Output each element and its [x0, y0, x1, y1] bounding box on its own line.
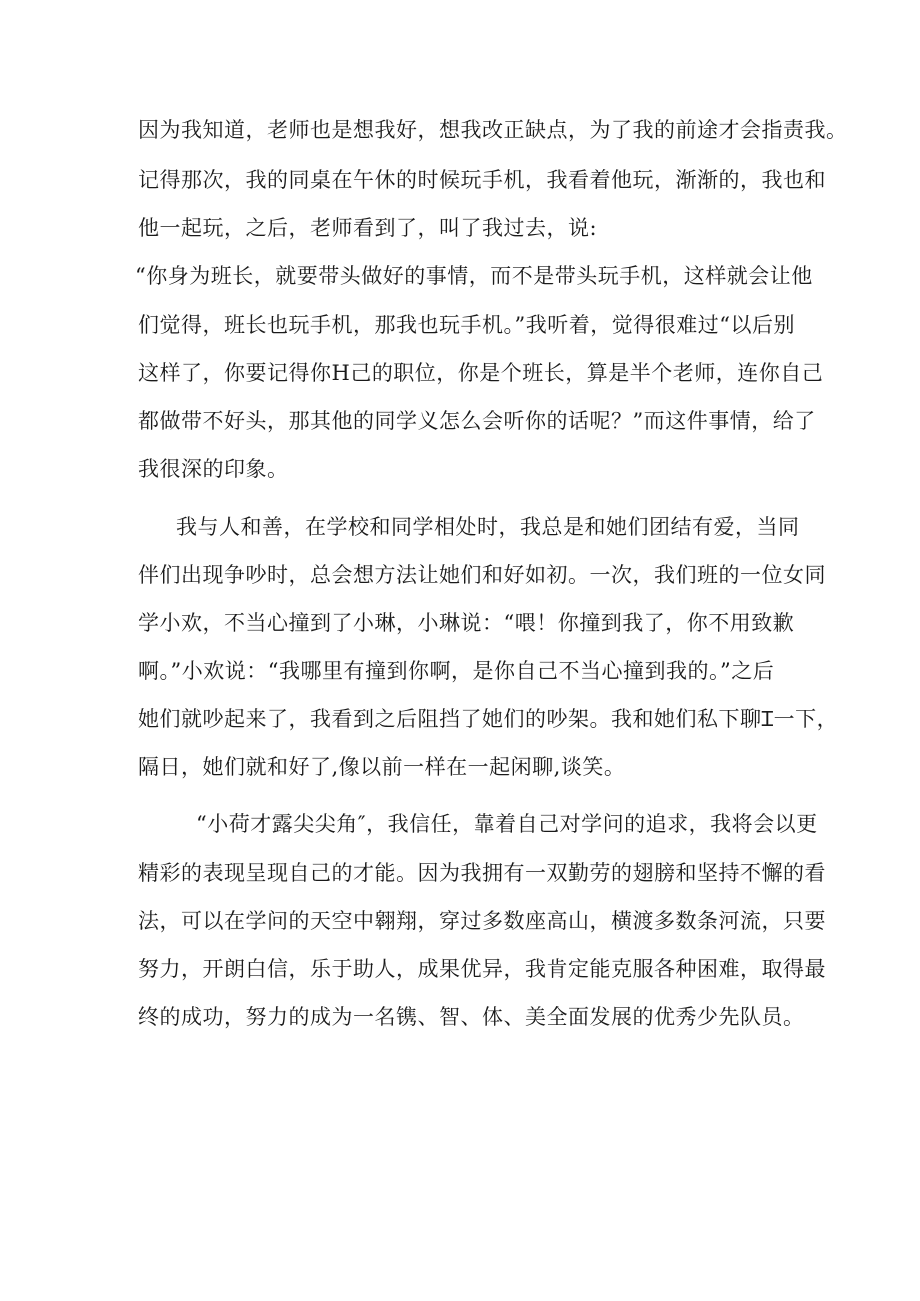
text-line: 都做带不好头，那其他的同学义怎么会听你的话呢？”而这件事情，给了 [138, 409, 816, 433]
text-line: “小荷才露尖尖角″，我信任，靠着自己对学问的追求，我将会以更 [196, 812, 818, 836]
text-line: 努力，开朗白信，乐于助人，成果优异，我肯定能克服各种困难，取得最 [138, 957, 826, 981]
text-line: 们觉得，班长也玩手机，那我也玩手机。”我听着，觉得很难过“以后别 [138, 313, 795, 337]
text-line: 终的成功，努力的成为一名镌、智、体、美全面发展的优秀少先队员。 [138, 1005, 805, 1029]
text-line: 学小欢，不当心撞到了小琳，小琳说：“喂！你撞到我了，你不用致歉 [138, 611, 795, 635]
text-line: “你身为班长，就要带头做好的事情，而不是带头玩手机，这样就会让他 [135, 264, 813, 288]
text-line: 我与人和善，在学校和同学相处时，我总是和她们团结有爱，当同 [176, 515, 800, 539]
text-line: 她们就吵起来了，我看到之后阻挡了她们的吵架。我和她们私下聊Ɪ一下， [138, 707, 839, 731]
text-line: 隔日，她们就和好了,像以前一样在一起闲聊,谈笑。 [138, 755, 626, 779]
text-line: 记得那次，我的同桌在午休的时候玩手机，我看着他玩，渐渐的，我也和 [138, 168, 826, 192]
text-line: 啊。”小欢说：“我哪里有撞到你啊，是你自己不当心撞到我的。”之后 [138, 659, 775, 683]
text-line: 我很深的印象。 [138, 457, 289, 481]
text-line: 这样了，你要记得你H己的职位，你是个班长，算是半个老师，连你自己 [138, 361, 824, 385]
text-line: 法，可以在学问的天空中翱翔，穿过多数座高山，横渡多数条河流，只要 [138, 909, 826, 933]
text-line: 伴们出现争吵时，总会想方法让她们和好如初。一次，我们班的一位女同 [138, 563, 826, 587]
text-line: 因为我知道，老师也是想我好，想我改正缺点，为了我的前途才会指责我。 [138, 118, 848, 142]
text-line: 他一起玩，之后，老师看到了，叫了我过去，说: [138, 216, 598, 240]
text-line: 精彩的表现呈现自己的才能。因为我拥有一双勤劳的翅膀和坚持不懈的看 [138, 861, 826, 885]
